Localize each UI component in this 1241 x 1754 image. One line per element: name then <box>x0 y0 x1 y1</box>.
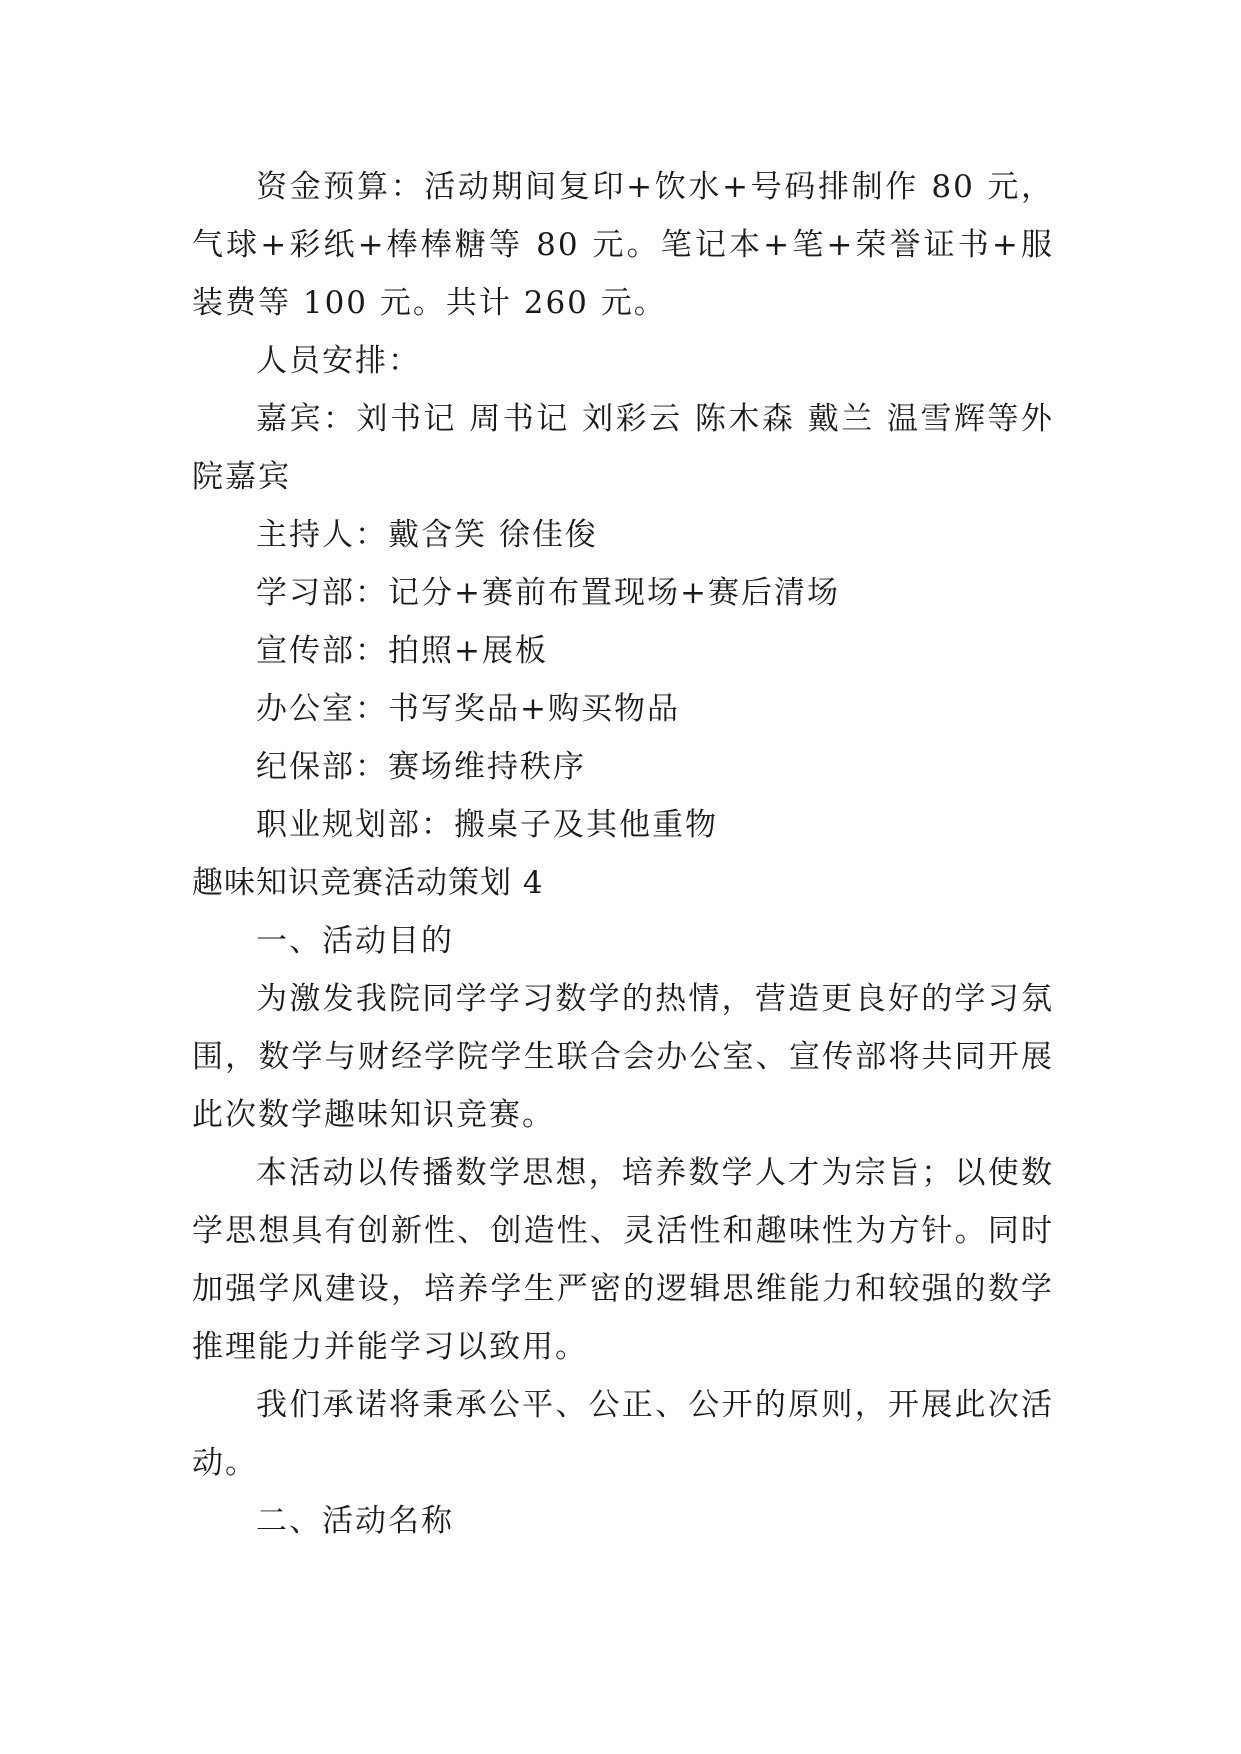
purpose-paragraph-2: 本活动以传播数学思想，培养数学人才为宗旨；以使数学思想具有创新性、创造性、灵活性和趣味性为方针。同时加强学风建设，培养学生严密的逻辑思维能力和较强的数学推理能力并能学习以致用。 <box>192 1155 1054 1365</box>
section-title: 趣味知识竞赛活动策划 4 <box>192 865 544 901</box>
activity-name-heading: 二、活动名称 <box>256 1503 454 1539</box>
publicity-dept-line: 宣传部：拍照+展板 <box>256 633 548 669</box>
purpose-paragraph-3: 我们承诺将秉承公平、公正、公开的原则，开展此次活动。 <box>192 1387 1054 1481</box>
budget-paragraph: 资金预算：活动期间复印+饮水+号码排制作 80 元，气球+彩纸+棒棒糖等 80 元。笔记本+笔+荣誉证书+服装费等 100 元。共计 260 元。 <box>192 169 1054 321</box>
document-body <box>192 158 1054 1550</box>
staffing-heading: 人员安排： <box>256 343 421 379</box>
career-dept-line: 职业规划部：搬桌子及其他重物 <box>256 807 718 843</box>
office-line: 办公室：书写奖品+购买物品 <box>256 691 680 727</box>
hosts-line: 主持人：戴含笑 徐佳俊 <box>256 517 598 553</box>
study-dept-line: 学习部：记分+赛前布置现场+赛后清场 <box>256 575 840 611</box>
purpose-heading: 一、活动目的 <box>256 923 454 959</box>
discipline-dept-line: 纪保部：赛场维持秩序 <box>256 749 586 785</box>
guests-paragraph: 嘉宾：刘书记 周书记 刘彩云 陈木森 戴兰 温雪辉等外院嘉宾 <box>192 401 1054 495</box>
purpose-paragraph-1: 为激发我院同学学习数学的热情，营造更良好的学习氛围，数学与财经学院学生联合会办公室、宣传部将共同开展此次数学趣味知识竞赛。 <box>192 981 1054 1133</box>
